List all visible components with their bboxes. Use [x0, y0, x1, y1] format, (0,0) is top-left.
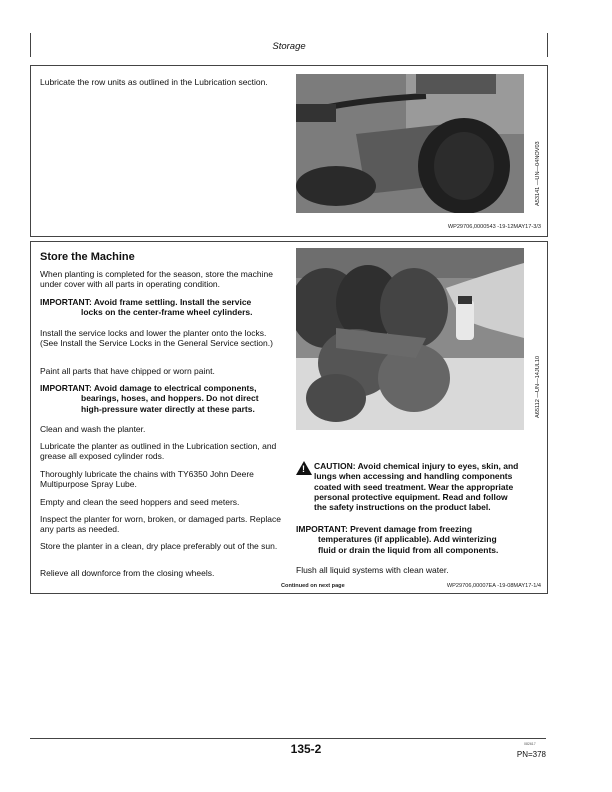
caution-line1: CAUTION: Avoid chemical injury to eyes, skin, and	[314, 461, 519, 471]
service-locks-text: Install the service locks and lower the planter onto the locks. (See Install the Service Locks in the General Service section.)	[40, 328, 273, 349]
lubricate-section	[30, 65, 548, 237]
planter-photo	[296, 248, 524, 430]
header-title: Storage	[272, 41, 306, 52]
paint-text: Paint all parts that have chipped or worn paint.	[40, 366, 215, 376]
inspect-text: Inspect the planter for worn, broken, or damaged parts. Replace any parts as needed.	[40, 514, 281, 535]
continued-note: Continued on next page	[281, 583, 345, 589]
warning-icon: !	[296, 461, 312, 475]
important-freezing-line2: temperatures (if applicable). Add winterizing	[318, 534, 497, 545]
downforce-text: Relieve all downforce from the closing wheels.	[40, 568, 215, 578]
hoppers-text: Empty and clean the seed hoppers and seed meters.	[40, 497, 240, 507]
page-header	[30, 33, 548, 57]
image-code-2: A65112 —UN—14JUL10	[535, 355, 541, 418]
caution-line4: personal protective equipment. Read and follow	[314, 491, 508, 502]
flush-text: Flush all liquid systems with clean water.	[296, 565, 449, 575]
row-unit-illustration	[296, 74, 524, 213]
important-freezing-line1: IMPORTANT: Prevent damage from freezing	[296, 524, 473, 534]
row-unit-photo	[296, 74, 524, 213]
section1-reference: WP29706,0000543 -19-12MAY17-3/3	[447, 224, 541, 230]
store-intro: When planting is completed for the season, store the machine under cover with all parts in operating condition.	[40, 269, 273, 290]
pn-number: PN=378	[516, 750, 546, 759]
caution-line2: lungs when accessing and handling components	[314, 471, 513, 482]
important-frame-line2: locks on the center-frame wheel cylinders.	[81, 307, 253, 318]
important-electrical-line1: IMPORTANT: Avoid damage to electrical components,	[40, 383, 257, 393]
important-freezing-line3: fluid or drain the liquid from all components.	[318, 544, 499, 555]
important-electrical-line3: high-pressure water directly at these parts.	[81, 403, 255, 414]
planter-illustration	[296, 248, 524, 430]
important-frame-line1: IMPORTANT: Avoid frame settling. Install the service	[40, 297, 252, 307]
image-code-1: A53141 —UN—04NOV03	[535, 141, 541, 206]
caution-line5: the safety instructions on the product label.	[314, 502, 491, 513]
store-place-text: Store the planter in a clean, dry place preferably out of the sun.	[40, 541, 278, 551]
lubricate-text: Lubricate the row units as outlined in the Lubrication section.	[40, 77, 268, 87]
clean-text: Clean and wash the planter.	[40, 424, 146, 434]
important-frame	[40, 297, 296, 318]
page-number: 135-2	[290, 742, 322, 756]
section-title: Store the Machine	[40, 251, 135, 263]
footer-small-code: 082617	[524, 742, 536, 746]
caution-line3: coated with seed treatment. Wear the appropriate	[314, 481, 514, 492]
caution-block	[314, 461, 559, 512]
store-machine-section	[30, 241, 548, 594]
lubricate-planter-text: Lubricate the planter as outlined in the Lubrication section, and grease all exposed cylinder rods.	[40, 441, 277, 462]
footer-divider	[30, 738, 546, 739]
important-electrical	[40, 383, 296, 414]
important-freezing	[296, 524, 546, 555]
chain-lube-text: Thoroughly lubricate the chains with TY6350 John Deere Multipurpose Spray Lube.	[40, 469, 254, 490]
section2-reference: WP29706,00007EA -19-08MAY17-1/4	[446, 583, 541, 589]
important-electrical-line2: bearings, hoses, and hoppers. Do not direct	[81, 393, 259, 404]
